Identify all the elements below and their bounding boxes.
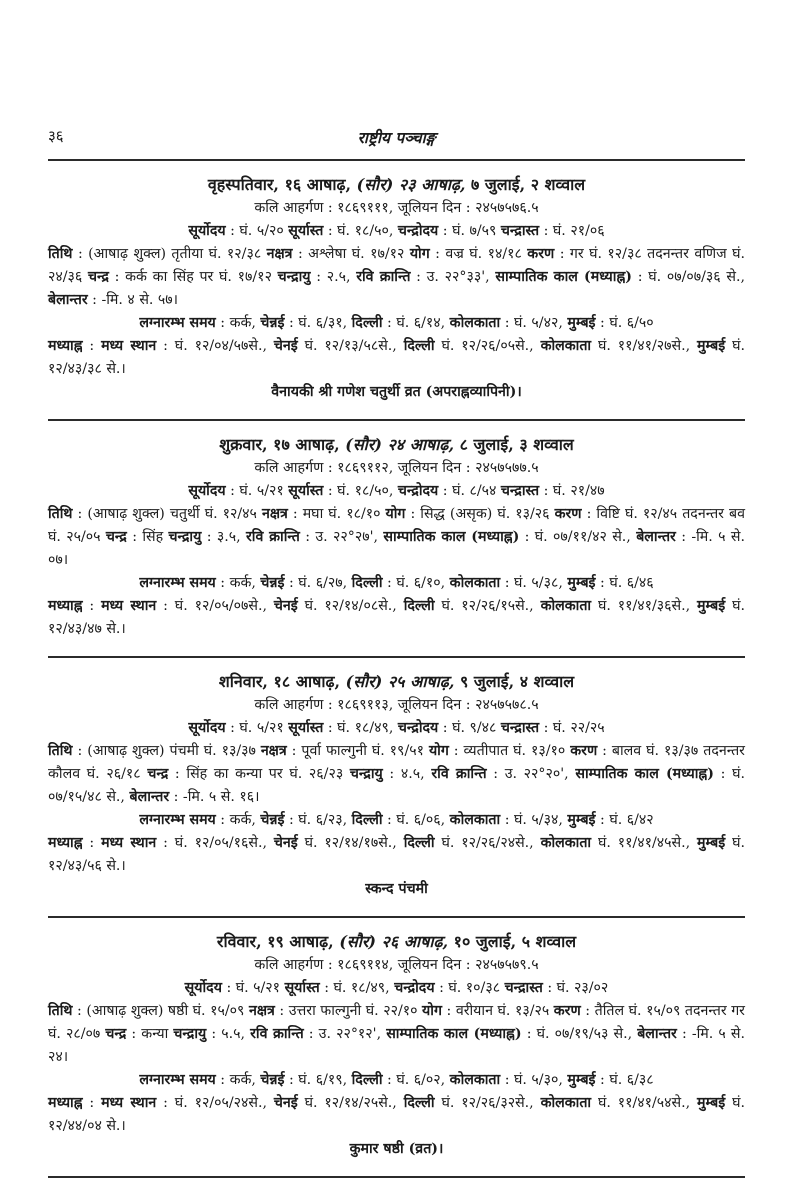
day-section-sunday <box>48 918 745 1167</box>
journal-title: राष्ट्रीय पञ्चाङ्ग <box>357 128 436 147</box>
sun-moon-times-line: सूर्योदय : घं. ५/२१ सूर्यास्त : घं. १८/५०, चन्द्रोदय : घं. ८/५४ चन्द्रास्त : घं. २१/४७ <box>188 483 605 499</box>
festival-line: वैनायकी श्री गणेश चतुर्थी व्रत (अपराह्नव्यापिनी)। <box>271 384 522 400</box>
day-title: वृहस्पतिवार, १६ आषाढ़, (सौर) २३ आषाढ़, ७ जुलाई, २ शव्वाल <box>207 175 586 194</box>
kali-ahargana-line: कलि आहर्गण : १८६९११३, जूलियन दिन : २४५७५७८.५ <box>254 697 539 713</box>
day-section-thursday <box>48 161 745 410</box>
day-section-friday <box>48 421 745 647</box>
tithi-details-paragraph: तिथि : (आषाढ़ शुक्ल) पंचमी घं. १३/३७ नक्षत्र : पूर्वा फाल्गुनी घं. १९/५१ योग : व्यतीपात घं. १३/१० करण : बालव घं. १३/३७ तदनन्तर कौलव घं. २६/१८ चन्द्र : सिंह का कन्या पर घं. २६/२३ चन्द्रायु : ४.५, रवि क्रान्ति : उ. २२°२०', साम्पातिक काल (मध्याह्न) : घं. ०७/१५/४८ से., बेलान्तर : -मि. ५ से. १६। <box>48 743 745 805</box>
lagna-times-line: लग्नारम्भ समय : कर्क, चेन्नई : घं. ६/३१, दिल्ली : घं. ६/१४, कोलकाता : घं. ५/४२, मुम्बई : घं. ६/५० <box>139 315 654 331</box>
lagna-times-line: लग्नारम्भ समय : कर्क, चेन्नई : घं. ६/२७, दिल्ली : घं. ६/१०, कोलकाता : घं. ५/३८, मुम्बई : घं. ६/४६ <box>139 575 654 591</box>
kali-ahargana-line: कलि आहर्गण : १८६९११४, जूलियन दिन : २४५७५७९.५ <box>254 957 539 973</box>
lagna-times-line: लग्नारम्भ समय : कर्क, चेन्नई : घं. ६/२३, दिल्ली : घं. ६/०६, कोलकाता : घं. ५/३४, मुम्बई : घं. ६/४२ <box>139 812 654 828</box>
page-number: ३६ <box>48 127 64 145</box>
madhyahna-times-line: मध्याह्न : मध्य स्थान : घं. १२/०५/२४से., चेनई घं. १२/१४/२५से., दिल्ली घं. १२/२६/३२से., कोलकाता घं. ११/४१/५४से., मुम्बई घं. १२/४४/०४ से.। <box>48 1095 745 1134</box>
day-title: शनिवार, १८ आषाढ़, (सौर) २५ आषाढ़, ९ जुलाई, ४ शव्वाल <box>218 672 575 691</box>
tithi-details-paragraph: तिथि : (आषाढ़ शुक्ल) षष्ठी घं. १५/०९ नक्षत्र : उत्तरा फाल्गुनी घं. २२/१० योग : वरीयान घं. १३/२५ करण : तैतिल घं. १५/०९ तदनन्तर गर घं. २८/०७ चन्द्र : कन्या चन्द्रायु : ५.५, रवि क्रान्ति : उ. २२°१२', साम्पातिक काल (मध्याह्न) : घं. ०७/१९/५३ से., बेलान्तर : -मि. ५ से. २४। <box>48 1003 745 1065</box>
day-title: रविवार, १९ आषाढ़, (सौर) २६ आषाढ़, १० जुलाई, ५ शव्वाल <box>216 932 577 951</box>
day-title: शुक्रवार, १७ आषाढ़, (सौर) २४ आषाढ़, ८ जुलाई, ३ शव्वाल <box>219 435 574 454</box>
kali-ahargana-line: कलि आहर्गण : १८६९११२, जूलियन दिन : २४५७५७७.५ <box>254 460 539 476</box>
tithi-details-paragraph: तिथि : (आषाढ़ शुक्ल) चतुर्थी घं. १२/४५ नक्षत्र : मघा घं. १८/१० योग : सिद्ध (असृक) घं. १३/२६ करण : विष्टि घं. १२/४५ तदनन्तर बव घं. २५/०५ चन्द्र : सिंह चन्द्रायु : ३.५, रवि क्रान्ति : उ. २२°२७', साम्पातिक काल (मध्याह्न) : घं. ०७/११/४२ से., बेलान्तर : -मि. ५ से. ०७। <box>48 506 745 568</box>
lagna-times-line: लग्नारम्भ समय : कर्क, चेन्नई : घं. ६/१९, दिल्ली : घं. ६/०२, कोलकाता : घं. ५/३०, मुम्बई : घं. ६/३८ <box>139 1072 654 1088</box>
festival-line: कुमार षष्ठी (व्रत)। <box>349 1141 444 1157</box>
kali-ahargana-line: कलि आहर्गण : १८६९१११, जूलियन दिन : २४५७५७६.५ <box>254 200 539 216</box>
madhyahna-times-line: मध्याह्न : मध्य स्थान : घं. १२/०४/५७से., चेनई घं. १२/१३/५८से., दिल्ली घं. १२/२६/०५से., कोलकाता घं. ११/४१/२७से., मुम्बई घं. १२/४३/३८ से.। <box>48 338 745 377</box>
madhyahna-times-line: मध्याह्न : मध्य स्थान : घं. १२/०५/०७से., चेनई घं. १२/१४/०८से., दिल्ली घं. १२/२६/१५से., कोलकाता घं. ११/४१/३६से., मुम्बई घं. १२/४३/४७ से.। <box>48 598 745 637</box>
festival-line: स्कन्द पंचमी <box>365 881 428 897</box>
madhyahna-times-line: मध्याह्न : मध्य स्थान : घं. १२/०५/१६से., चेनई घं. १२/१४/१७से., दिल्ली घं. १२/२६/२४से., कोलकाता घं. ११/४१/४५से., मुम्बई घं. १२/४३/५६ से.। <box>48 835 745 874</box>
sun-moon-times-line: सूर्योदय : घं. ५/२१ सूर्यास्त : घं. १८/४९, चन्द्रोदय : घं. ९/४८ चन्द्रास्त : घं. २२/२५ <box>188 720 605 736</box>
sun-moon-times-line: सूर्योदय : घं. ५/२१ सूर्यास्त : घं. १८/४९, चन्द्रोदय : घं. १०/३८ चन्द्रास्त : घं. २३/०२ <box>184 980 609 996</box>
day-section-saturday <box>48 658 745 907</box>
sun-moon-times-line: सूर्योदय : घं. ५/२० सूर्यास्त : घं. १८/५०, चन्द्रोदय : घं. ७/५९ चन्द्रास्त : घं. २१/०६ <box>188 223 605 239</box>
page-header <box>48 126 745 150</box>
tithi-details-paragraph: तिथि : (आषाढ़ शुक्ल) तृतीया घं. १२/३८ नक्षत्र : अश्लेषा घं. १७/१२ योग : वज्र घं. १४/१८ करण : गर घं. १२/३८ तदनन्तर वणिज घं. २४/३६ चन्द्र : कर्क का सिंह पर घं. १७/१२ चन्द्रायु : २.५, रवि क्रान्ति : उ. २२°३३', साम्पातिक काल (मध्याह्न) : घं. ०७/०७/३६ से., बेलान्तर : -मि. ४ से. ५७। <box>48 246 745 308</box>
